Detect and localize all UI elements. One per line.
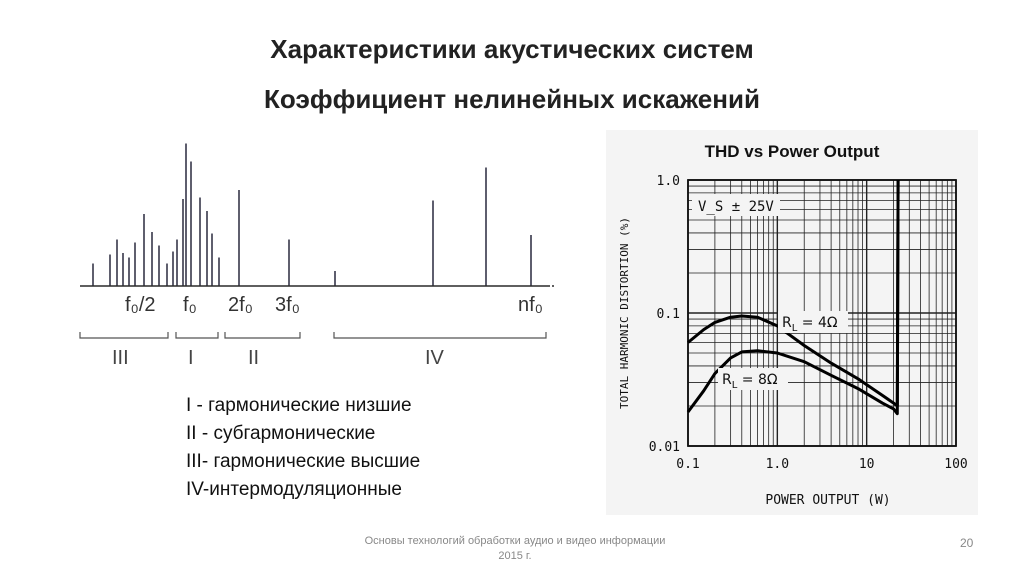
footer-year: 2015 г. bbox=[498, 550, 532, 562]
x-tick-label: 10 bbox=[858, 457, 875, 472]
legend-item-iii: III- гармонические высшие bbox=[186, 451, 421, 472]
series-label-4ohm-sub: L bbox=[791, 323, 798, 334]
x-tick-label: 0.1 bbox=[676, 457, 700, 472]
region-label-iii: III bbox=[112, 347, 129, 369]
series-label-8ohm-value: = 8Ω bbox=[737, 372, 778, 388]
harmonic-spectrum-diagram bbox=[70, 128, 560, 378]
region-bracket-iii bbox=[80, 332, 168, 338]
tick-label-2f0: 2f₀ bbox=[228, 294, 253, 316]
region-label-ii: II bbox=[248, 347, 260, 369]
region-bracket-iv bbox=[334, 332, 546, 338]
tick-label-3f0: 3f₀ bbox=[275, 294, 300, 316]
thd-vs-power-chart bbox=[606, 130, 978, 515]
region-label-iv: IV bbox=[425, 347, 444, 369]
thd-chart-title: THD vs Power Output bbox=[704, 142, 880, 161]
thd-y-axis-label: TOTAL HARMONIC DISTORTION (%) bbox=[618, 216, 631, 410]
x-tick-label: 100 bbox=[944, 457, 968, 472]
y-tick-label: 0.01 bbox=[648, 440, 680, 455]
page-number: 20 bbox=[960, 536, 974, 550]
x-tick-label: 1.0 bbox=[765, 457, 790, 472]
slide-title: Характеристики акустических систем bbox=[270, 34, 754, 64]
region-bracket-i bbox=[176, 332, 218, 338]
tick-label-f0: f₀ bbox=[183, 294, 197, 316]
slide-footer bbox=[320, 534, 710, 564]
thd-x-axis-label: POWER OUTPUT (W) bbox=[765, 493, 891, 508]
region-bracket-ii bbox=[225, 332, 300, 338]
legend-item-ii: II - субгармонические bbox=[186, 423, 376, 444]
slide-subtitle: Коэффициент нелинейных искажений bbox=[264, 84, 760, 114]
tick-label-nf0: nf₀ bbox=[518, 294, 543, 316]
legend-item-iv: IV-интермодуляционные bbox=[186, 479, 402, 500]
series-label-8ohm-r: R bbox=[722, 372, 732, 388]
region-label-i: I bbox=[188, 347, 194, 369]
series-label-4ohm-r: R bbox=[782, 315, 792, 331]
spectrum-legend bbox=[186, 392, 420, 504]
vs-annotation: V_S ± 25V bbox=[698, 199, 774, 215]
footer-course: Основы технологий обработки аудио и видео информации bbox=[364, 535, 666, 547]
y-tick-label: 0.1 bbox=[656, 307, 680, 322]
series-label-8ohm-sub: L bbox=[731, 380, 738, 391]
legend-item-i: I - гармонические низшие bbox=[186, 395, 412, 416]
y-tick-label: 1.0 bbox=[656, 174, 680, 189]
series-label-4ohm-value: = 4Ω bbox=[797, 315, 838, 331]
tick-label-f0-half: f₀/2 bbox=[125, 294, 156, 316]
